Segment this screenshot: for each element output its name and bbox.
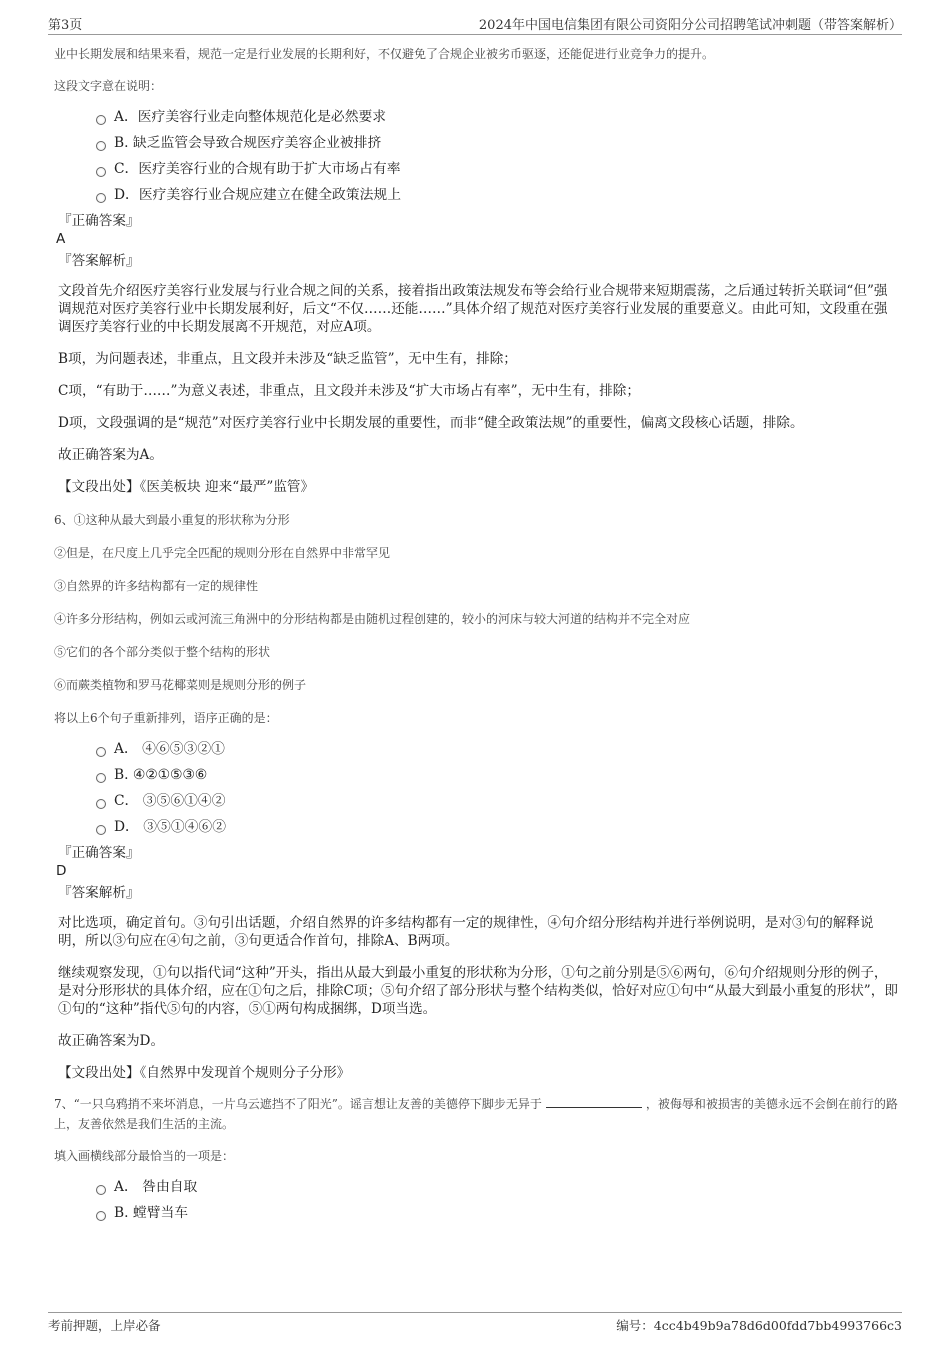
q5-option-a[interactable]: [96, 104, 898, 130]
q5-analysis-c: C项，“有助于……”为意义表述，非重点，且文段并未涉及“扩大市场占有率”，无中生有，排除；: [58, 383, 640, 399]
page-header: [48, 14, 902, 35]
option-label: C．医疗美容行业的合规有助于扩大市场占有率: [114, 161, 401, 177]
q6-sentence-3: ③自然界的许多结构都有一定的规律性: [54, 579, 259, 593]
radio-icon[interactable]: [96, 1211, 106, 1221]
radio-icon[interactable]: [96, 773, 106, 783]
q7-stem-part-1: 7、“一只乌鸦捎不来坏消息，一片乌云遮挡不了阳光”。谣言想让友善的美德停下脚步无异于: [54, 1097, 542, 1111]
q6-prompt: 将以上6个句子重新排列，语序正确的是：: [54, 711, 278, 725]
radio-icon[interactable]: [96, 115, 106, 125]
fill-in-blank: [546, 1095, 642, 1108]
q5-options: [54, 104, 898, 208]
footer-slogan: 考前押题，上岸必备: [48, 1318, 161, 1333]
q5-answer-label: 『正确答案』: [58, 213, 140, 229]
radio-icon[interactable]: [96, 799, 106, 809]
q6-sentence-2: ②但是，在尺度上几乎完全匹配的规则分形在自然界中非常罕见: [54, 546, 391, 560]
document-title: 2024年中国电信集团有限公司资阳分公司招聘笔试冲刺题（带答案解析）: [478, 18, 902, 33]
page-number: 第3页: [48, 18, 83, 33]
q5-analysis-label: 『答案解析』: [58, 253, 140, 269]
q5-analysis-d: D项，文段强调的是“规范”对医疗美容行业中长期发展的重要性，而非“健全政策法规”的重要性，偏离文段核心话题，排除。: [58, 415, 804, 431]
q7-prompt: 填入画横线部分最恰当的一项是：: [54, 1149, 235, 1163]
option-label: B. 螳臂当车: [114, 1205, 189, 1221]
q5-option-c[interactable]: [96, 156, 898, 182]
page-footer: [48, 1312, 902, 1336]
q6-answer: D: [56, 863, 67, 879]
option-label: D．医疗美容行业合规应建立在健全政策法规上: [114, 187, 401, 203]
q7-option-a[interactable]: [96, 1174, 898, 1200]
q5-conclusion: 故正确答案为A。: [58, 447, 163, 463]
q6-sentence-5: ⑤它们的各个部分类似于整个结构的形状: [54, 645, 271, 659]
q6-sentence-6: ⑥而蕨类植物和罗马花椰菜则是规则分形的例子: [54, 678, 307, 692]
q6-conclusion: 故正确答案为D。: [58, 1033, 165, 1049]
q6-analysis-para-2: 继续观察发现，①句以指代词“这种”开头，指出从最大到最小重复的形状称为分形，①句之前分别是⑤⑥两句，⑥句介绍规则分形的例子，是对分形形状的具体介绍，应在①句之后，排除C项；⑤句介绍了部分形状与整个结构类似，恰好对应①句中“从最大到最小重复的形状”，即①句的“这种”指代⑤句的内容，⑤①两句构成捆绑，D项当选。: [58, 965, 898, 1017]
q7-stem-part-2: ，被侮辱和被损害的美德永远不会倒在前行的路上，友善依然是我们生活的主流。: [54, 1097, 898, 1131]
q6-option-c[interactable]: [96, 788, 898, 814]
q5-passage-tail: 业中长期发展和结果来看，规范一定是行业发展的长期利好，不仅避免了合规企业被劣币驱逐，还能促进行业竞争力的提升。: [54, 47, 715, 61]
q6-options: [54, 736, 898, 840]
option-label: B. 缺乏监管会导致合规医疗美容企业被排挤: [114, 135, 382, 151]
q7-stem: [54, 1094, 898, 1134]
radio-icon[interactable]: [96, 167, 106, 177]
option-label: D． ③⑤①④⑥②: [114, 819, 227, 835]
q7-options: [54, 1174, 898, 1226]
footer-serial: 编号：4cc4b49b9a78d6d00fdd7bb4993766c3: [616, 1318, 902, 1333]
radio-icon[interactable]: [96, 1185, 106, 1195]
option-label: A． ④⑥⑤③②①: [114, 741, 225, 757]
radio-icon[interactable]: [96, 141, 106, 151]
q5-option-b[interactable]: [96, 130, 898, 156]
q6-answer-label: 『正确答案』: [58, 845, 140, 861]
q5-option-d[interactable]: [96, 182, 898, 208]
q6-option-d[interactable]: [96, 814, 898, 840]
q5-analysis-para: 文段首先介绍医疗美容行业发展与行业合规之间的关系，接着指出政策法规发布等会给行业合规带来短期震荡，之后通过转折关联词“但”强调规范对医疗美容行业中长期发展利好，后文“不仅……还能……”具体介绍了规范对医疗美容行业发展的重要意义。由此可知，文段重在强调医疗美容行业的中长期发展离不开规范，对应A项。: [58, 283, 888, 335]
q5-analysis-b: B项，为问题表述，非重点，且文段并未涉及“缺乏监管”，无中生有，排除；: [58, 351, 517, 367]
q6-sentence-1: 6、①这种从最大到最小重复的形状称为分形: [54, 513, 290, 527]
q6-analysis-label: 『答案解析』: [58, 885, 140, 901]
q6-option-a[interactable]: [96, 736, 898, 762]
document-body: [54, 44, 898, 1226]
radio-icon[interactable]: [96, 747, 106, 757]
q5-source: 【文段出处】《医美板块 迎来“最严”监管》: [58, 479, 315, 495]
option-label: B. ④②①⑤③⑥: [114, 767, 208, 783]
q6-sentence-4: ④许多分形结构，例如云或河流三角洲中的分形结构都是由随机过程创建的，较小的河床与较大河道的结构并不完全对应: [54, 612, 691, 626]
q6-source: 【文段出处】《自然界中发现首个规则分子分形》: [58, 1065, 351, 1081]
radio-icon[interactable]: [96, 193, 106, 203]
q5-answer: A: [56, 231, 66, 247]
radio-icon[interactable]: [96, 825, 106, 835]
option-label: A．医疗美容行业走向整体规范化是必然要求: [114, 109, 387, 125]
option-label: A． 咎由自取: [114, 1179, 198, 1195]
option-label: C． ③⑤⑥①④②: [114, 793, 226, 809]
q6-analysis-para-1: 对比选项，确定首句。③句引出话题，介绍自然界的许多结构都有一定的规律性，④句介绍分形结构并进行举例说明，是对③句的解释说明，所以③句应在④句之前，③句更适合作首句，排除A、B两项。: [58, 915, 874, 949]
q6-option-b[interactable]: [96, 762, 898, 788]
q7-option-b[interactable]: [96, 1200, 898, 1226]
q5-prompt: 这段文字意在说明：: [54, 79, 163, 93]
